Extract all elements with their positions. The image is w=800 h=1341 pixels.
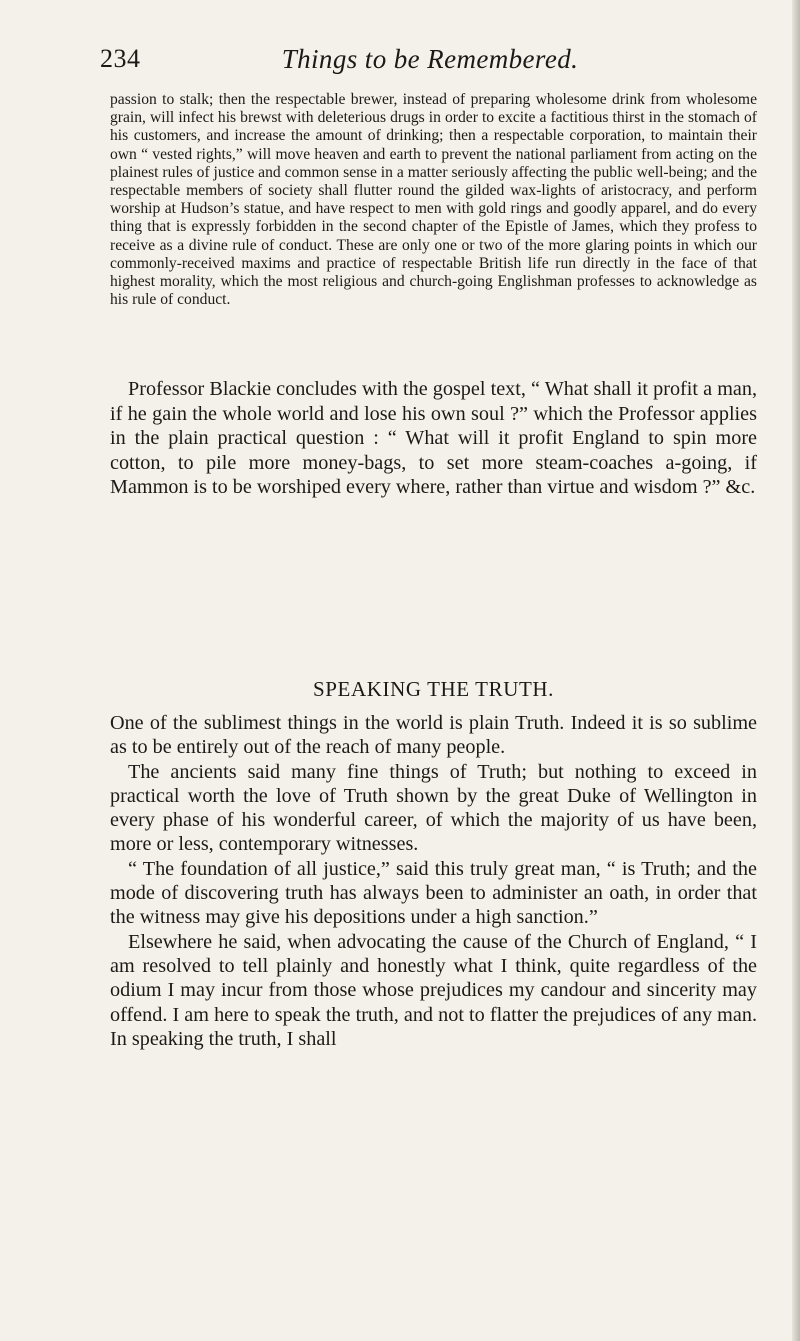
continued-paragraph (110, 91, 757, 309)
section-body (110, 711, 757, 1051)
page-number: 234 (100, 44, 141, 73)
running-title: Things to be Remembered. (281, 44, 579, 74)
paragraph-sublimest: One of the sublimest things in the world is plain Truth. Indeed it is so sublime as to be entirely out of the reach of many people. (110, 712, 757, 759)
blackie-paragraph-block (110, 377, 757, 500)
paragraph-elsewhere: Elsewhere he said, when advocating the cause of the Church of England, “ I am resolved to tell plainly and honestly what I think, quite regardless of the odium I may incur from those whose prejudices my candour and sincerity may offend. I am here to speak the truth, and not to flatter the prejudices of any man. In speaking the truth, I shall (110, 930, 757, 1050)
paragraph-foundation: “ The foundation of all justice,” said this truly great man, “ is Truth; and the mode of discovering truth has always been to administer an oath, in order that the witness may give his depositions under a high sanction.” (110, 857, 757, 929)
running-head (100, 44, 760, 84)
paragraph-ancients: The ancients said many fine things of Truth; but nothing to exceed in practical worth the love of Truth shown by the great Duke of Wellington in every phase of his wonderful career, of which the majority of us have been, more or less, contemporary witnesses. (110, 760, 757, 856)
section-heading: SPEAKING THE TRUTH. (312, 677, 555, 701)
page-edge-shadow (792, 0, 800, 1341)
paragraph-brewer: passion to stalk; then the respectable brewer, instead of preparing wholesome drink from wholesome grain, will infect his brewst with deleterious drugs in order to excite a factitious thirst in the stomach of his customers, and increase the amount of drinking; then a respectable corporation, to maintain their own “ vested rights,” will move heaven and earth to prevent the national parliament from acting on the plainest rules of justice and common sense in a matter seriously affecting the public well-being; and the respectable members of society shall flutter round the gilded wax-lights of aristocracy, and perform worship at Hudson’s statue, and have respect to men with gold rings and goodly apparel, and do every thing that is expressly forbidden in the second chapter of the Epistle of James, which they profess to receive as a divine rule of conduct. These are only one or two of the more glaring points in which our commonly-received maxims and practice of respectable British life run directly in the face of that highest morality, which the most religious and church-going Englishman professes to acknowledge as his rule of conduct. (110, 91, 757, 309)
paragraph-blackie: Professor Blackie concludes with the gospel text, “ What shall it profit a man, if he gain the whole world and lose his own soul ?” which the Professor applies in the plain practical question : “ What will it profit England to spin more cotton, to pile more money-bags, to set more steam-coaches a-going, if Mammon is to be worshiped every where, rather than virtue and wisdom ?” &c. (110, 378, 757, 499)
